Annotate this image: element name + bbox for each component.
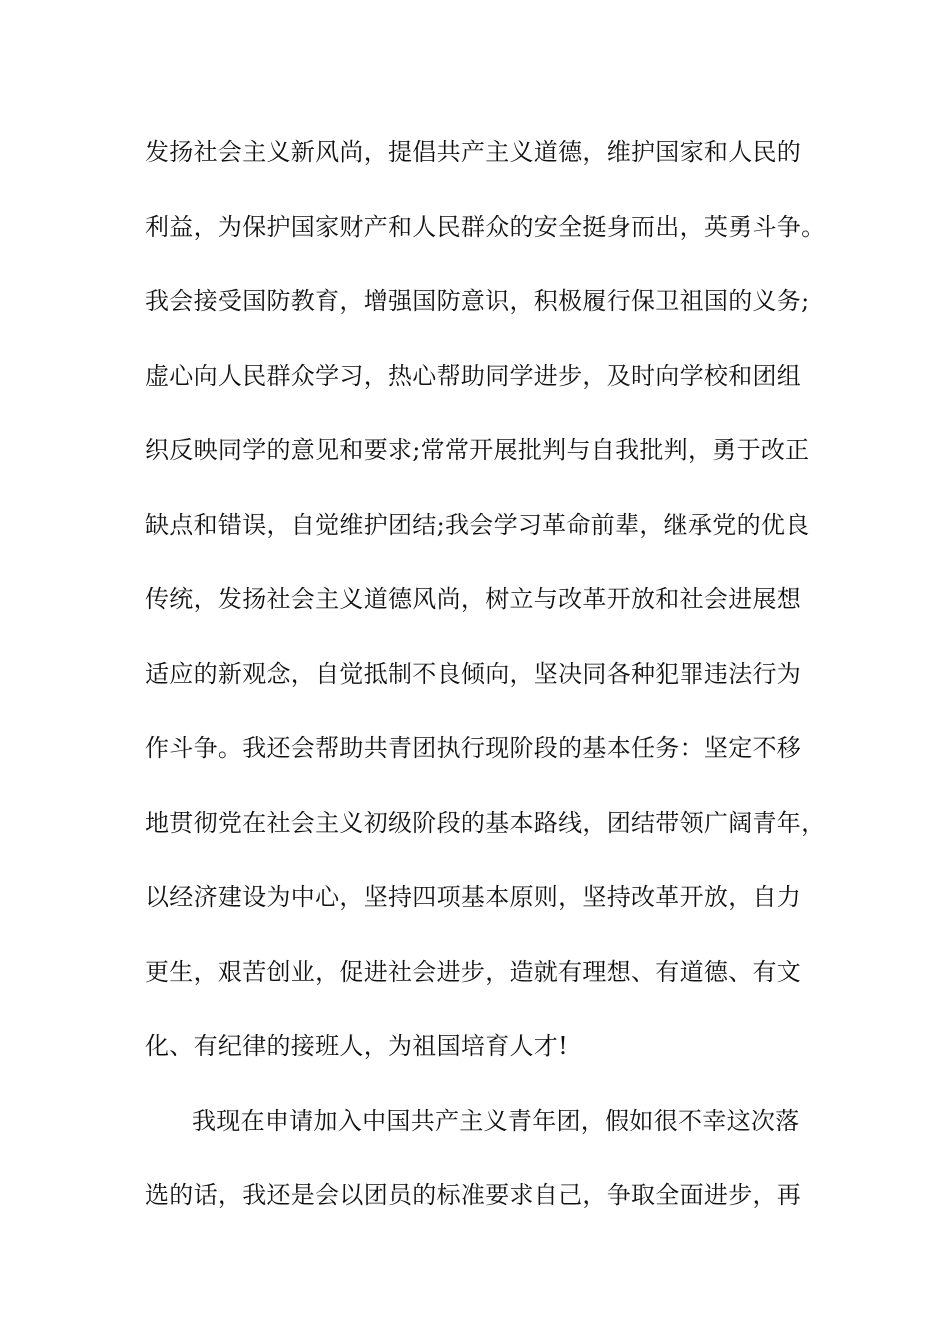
text-line: 适应的新观念，自觉抵制不良倾向，坚决同各种犯罪违法行为 bbox=[145, 659, 802, 688]
text-line: 发扬社会主义新风尚，提倡共产主义道德，维护国家和人民的 bbox=[145, 138, 802, 166]
text-line: 利益，为保护国家财产和人民群众的安全挺身而出，英勇斗争。 bbox=[145, 212, 826, 241]
text-line: 我会接受国防教育，增强国防意识，积极履行保卫祖国的义务; bbox=[145, 287, 810, 315]
text-line: 化、有纪律的接班人，为祖国培育人才! bbox=[145, 1032, 569, 1060]
text-line: 选的话，我还是会以团员的标准要求自己，争取全面进步，再 bbox=[145, 1181, 802, 1209]
text-line: 地贯彻党在社会主义初级阶段的基本路线，团结带领广阔青年， bbox=[145, 808, 826, 837]
text-line: 以经济建设为中心，坚持四项基本原则，坚持改革开放，自力 bbox=[145, 883, 802, 911]
text-line: 缺点和错误，自觉维护团结;我会学习革命前辈，继承党的优良 bbox=[145, 510, 810, 539]
text-line: 更生，艰苦创业，促进社会进步，造就有理想、有道德、有文 bbox=[145, 957, 802, 986]
text-line: 作斗争。我还会帮助共青团执行现阶段的基本任务：坚定不移 bbox=[145, 734, 802, 762]
paragraph-start-line: 我现在申请加入中国共产主义青年团，假如很不幸这次落 bbox=[192, 1106, 800, 1135]
text-line: 传统，发扬社会主义道德风尚，树立与改革开放和社会进展想 bbox=[145, 585, 802, 613]
text-line: 虚心向人民群众学习，热心帮助同学进步，及时向学校和团组 bbox=[145, 361, 802, 390]
text-line: 织反映同学的意见和要求;常常开展批判与自我批判，勇于改正 bbox=[145, 436, 810, 464]
body-text bbox=[145, 133, 835, 1251]
